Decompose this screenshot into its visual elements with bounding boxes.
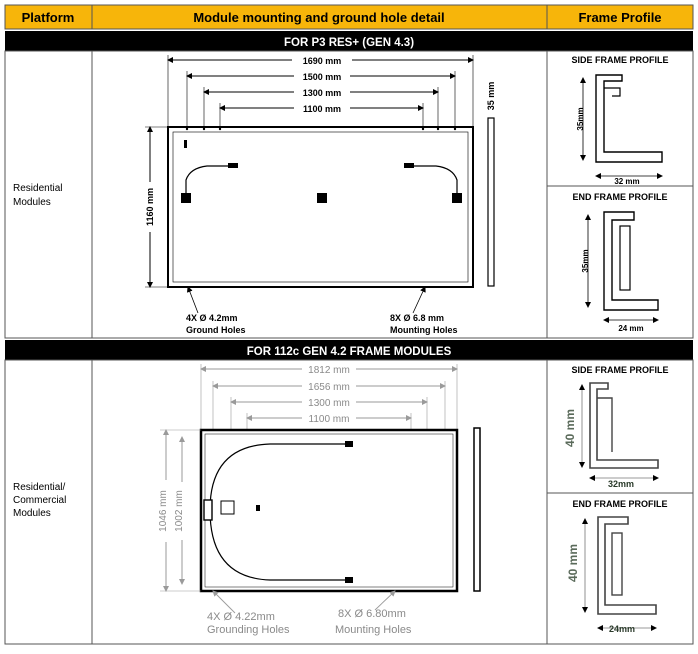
section1-platform-line1: Residential <box>13 183 63 194</box>
section2-end-frame-profile <box>566 499 668 634</box>
end-frame-title-1: END FRAME PROFILE <box>572 192 668 202</box>
dim-1100: 1100 mm <box>302 104 342 114</box>
dim-1500: 1500 mm <box>302 72 342 82</box>
section1-title: FOR P3 RES+ (GEN 4.3) <box>283 37 415 49</box>
grounding-holes-line1: 4X Ø 4.22mm <box>207 611 275 623</box>
section2-module-drawing <box>158 362 480 636</box>
dim-1812: 1812 mm <box>308 365 350 376</box>
header-platform: Platform <box>21 10 75 25</box>
section2-side-frame-profile <box>563 365 669 489</box>
mounting-holes-line1: 8X Ø 6.8 mm <box>390 313 445 323</box>
mounting-holes-2-line2: Mounting Holes <box>335 624 412 636</box>
section1-end-frame-profile <box>572 192 667 333</box>
side-frame-height-2: 40 mm <box>563 408 577 448</box>
end-frame-width-1: 24 mm <box>618 324 644 333</box>
section1-module-drawing <box>143 53 496 335</box>
header-frame-profile: Frame Profile <box>578 10 662 25</box>
dim-1300: 1300 mm <box>302 88 342 98</box>
grounding-holes-line2: Grounding Holes <box>207 624 290 636</box>
end-frame-height-1: 35mm <box>581 249 590 273</box>
section2-platform-line2: Commercial <box>13 495 67 506</box>
dim-1100-b: 1100 mm <box>308 414 350 425</box>
section2-title: FOR 112c GEN 4.2 FRAME MODULES <box>246 346 452 358</box>
section2-platform-line1: Residential/ <box>13 482 66 493</box>
dim-1656: 1656 mm <box>308 382 350 393</box>
dim-35-thickness: 35 mm <box>486 81 496 111</box>
side-frame-title-2: SIDE FRAME PROFILE <box>571 365 669 375</box>
end-frame-width-2: 24mm <box>608 624 636 634</box>
dim-1046: 1046 mm <box>158 490 169 532</box>
side-frame-width-2: 32mm <box>607 479 635 489</box>
section1-platform-line2: Modules <box>13 197 51 208</box>
ground-holes-line1: 4X Ø 4.2mm <box>186 313 238 323</box>
end-frame-height-2: 40 mm <box>566 543 580 583</box>
ground-holes-line2: Ground Holes <box>186 325 246 335</box>
section1-side-frame-profile <box>571 55 668 186</box>
header-detail: Module mounting and ground hole detail <box>193 10 445 25</box>
dim-1690: 1690 mm <box>302 56 342 66</box>
side-frame-height-1: 35mm <box>576 107 585 131</box>
dim-1002: 1002 mm <box>174 490 185 532</box>
end-frame-title-2: END FRAME PROFILE <box>572 499 668 509</box>
dim-1300-b: 1300 mm <box>308 398 350 409</box>
side-frame-title-1: SIDE FRAME PROFILE <box>571 55 669 65</box>
mounting-holes-line2: Mounting Holes <box>390 325 458 335</box>
section2-platform-line3: Modules <box>13 508 51 519</box>
side-frame-width-1: 32 mm <box>614 177 640 186</box>
mounting-holes-2-line1: 8X Ø 6.80mm <box>338 608 406 620</box>
dim-1160: 1160 mm <box>145 187 155 227</box>
